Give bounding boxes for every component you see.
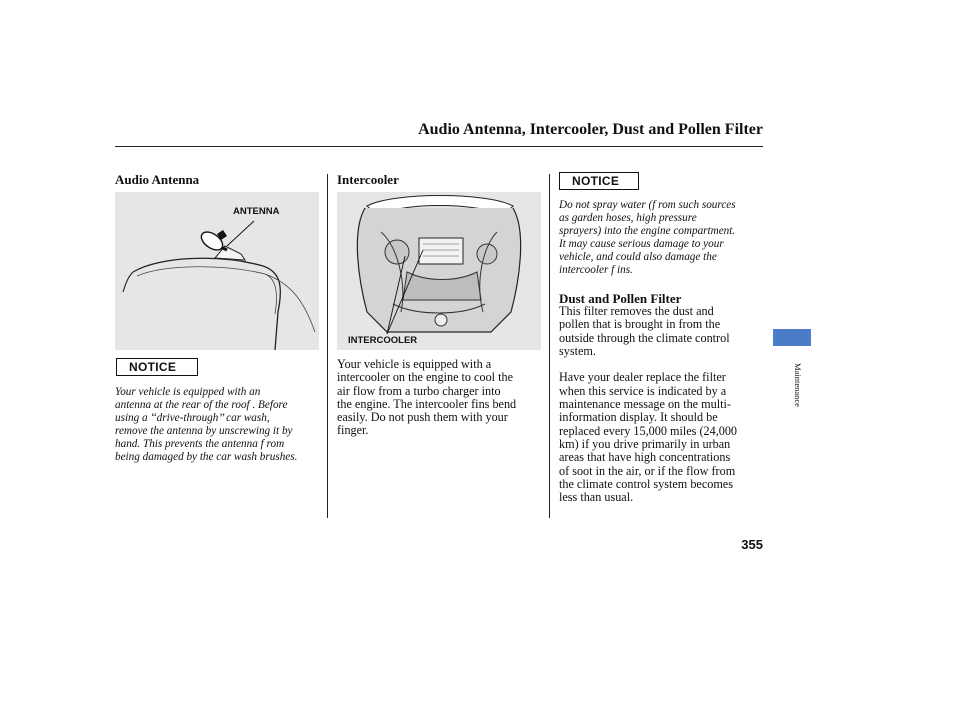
filter-body-text — [559, 305, 764, 504]
text-line: system. — [559, 343, 596, 358]
text-line: intercooler on the engine to cool the — [337, 370, 513, 385]
audio-antenna-heading: Audio Antenna — [115, 172, 200, 187]
intercooler-heading: Intercooler — [337, 172, 399, 187]
text-line: the climate control system becomes — [559, 476, 733, 491]
text-line: using a ‘‘drive-through’’ car wash, — [115, 412, 270, 425]
dust-pollen-filter-heading: Dust and Pollen Filter — [559, 291, 682, 306]
text-line: Have your dealer replace the filter — [559, 370, 726, 385]
notice-badge-antenna: NOTICE — [116, 358, 198, 376]
text-line: Your vehicle is equipped with an — [115, 386, 261, 398]
intercooler-body-text — [337, 358, 547, 438]
text-line: areas that have high concentrations — [559, 450, 731, 465]
text-line: It may cause serious damage to your — [559, 238, 724, 251]
text-line: maintenance message on the multi- — [559, 397, 731, 412]
intercooler-callout-label: INTERCOOLER — [348, 335, 418, 346]
title-rule — [115, 146, 763, 147]
text-line: Do not spray water (f rom such sources — [559, 199, 736, 211]
text-line: easily. Do not push them with your — [337, 410, 508, 425]
text-line: pollen that is brought in from the — [559, 317, 721, 332]
antenna-illustration — [115, 192, 319, 350]
notice-badge-intercooler: NOTICE — [559, 172, 639, 190]
text-line: Your vehicle is equipped with a — [337, 357, 492, 371]
text-line: of soot in the air, or if the flow from — [559, 463, 736, 478]
text-line: km) if you drive primarily in urban — [559, 436, 731, 451]
antenna-callout-label: ANTENNA — [233, 206, 280, 217]
text-line: hand. This prevents the antenna f rom — [115, 438, 285, 451]
text-line: as garden hoses, high pressure — [559, 212, 697, 225]
section-tab — [773, 329, 811, 346]
text-line: air flow from a turbo charger into — [337, 383, 501, 398]
text-line: vehicle, and could also damage the — [559, 251, 717, 264]
text-line: when this service is indicated by a — [559, 383, 727, 398]
text-line: antenna at the rear of the roof . Before — [115, 399, 288, 412]
antenna-notice-text — [115, 386, 327, 465]
page-title: Audio Antenna, Intercooler, Dust and Pollen Filter — [418, 121, 763, 138]
engine-bay-illustration — [337, 192, 541, 350]
section-side-label: Maintenance — [793, 363, 803, 407]
text-line: intercooler f ins. — [559, 264, 633, 277]
text-line: outside through the climate control — [559, 330, 730, 345]
text-line: replaced every 15,000 miles (24,000 — [559, 423, 738, 438]
antenna-figure — [115, 192, 319, 350]
text-line: finger. — [337, 423, 369, 438]
text-line: less than usual. — [559, 490, 634, 505]
paragraph-gap — [559, 358, 764, 371]
column-divider-1 — [327, 174, 328, 518]
intercooler-notice-text — [559, 199, 764, 278]
text-line: remove the antenna by unscrewing it by — [115, 425, 293, 438]
intercooler-figure — [337, 192, 541, 350]
text-line: the engine. The intercooler fins bend — [337, 396, 517, 411]
text-line: information display. It should be — [559, 410, 718, 425]
text-line: being damaged by the car wash brushes. — [115, 451, 298, 464]
page-number: 355 — [741, 537, 763, 552]
column-divider-2 — [549, 174, 550, 518]
text-line: This filter removes the dust and — [559, 304, 714, 318]
text-line: sprayers) into the engine compartment. — [559, 225, 736, 238]
